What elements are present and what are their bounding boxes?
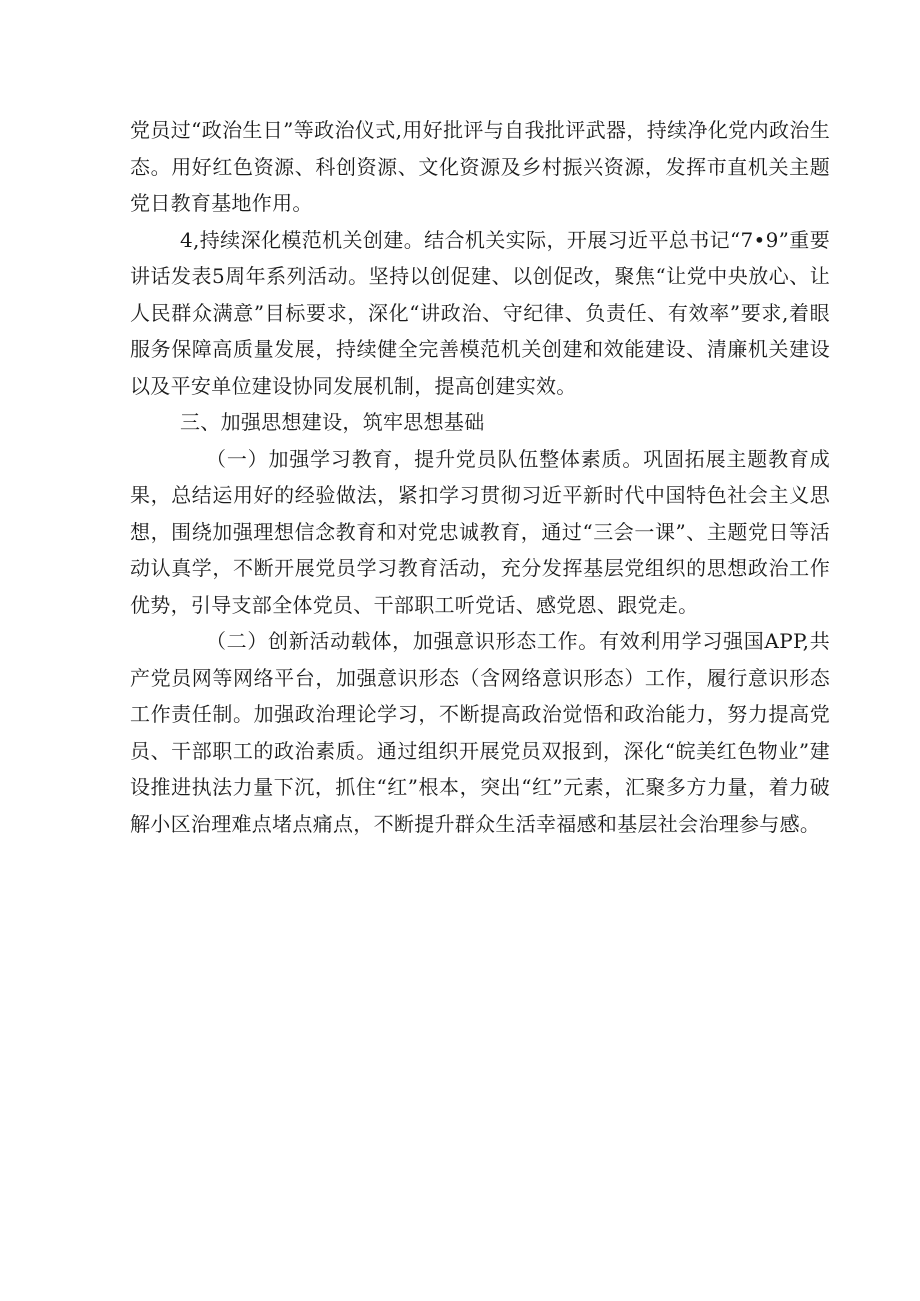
paragraph-continuation: 党员过“政治生日”等政治仪式,用好批评与自我批评武器，持续净化党内政治生态。用好红色资源、科创资源、文化资源及乡村振兴资源，发挥市直机关主题党日教育基地作用。 [130,118,830,215]
paragraph-model-organ: 4,持续深化模范机关创建。结合机关实际，开展习近平总书记“7•9”重要讲话发表5周年系列活动。坚持以创促建、以创促改，聚焦“让党中央放心、让人民群众满意”目标要求，深化“讲政治、守纪律、负责任、有效率”要求,着眼服务保障高质量发展，持续健全完善模范机关创建和效能建设、清廉机关建设以及平安单位建设协同发展机制，提高创建实效。 [130,227,830,398]
section-heading-ideology: 三、加强思想建设，筑牢思想基础 [180,410,485,434]
paragraph-study-education: （一）加强学习教育，提升党员队伍整体素质。巩固拓展主题教育成果，总结运用好的经验做法，紧扣学习贯彻习近平新时代中国特色社会主义思想，围绕加强理想信念教育和对党忠诚教育，通过“三会一课”、主题党日等活动认真学，不断开展党员学习教育活动，充分发挥基层党组织的思想政治工作优势，引导支部全体党员、干部职工听党话、感党恩、跟党走。 [130,446,830,617]
document-body [130,112,830,842]
paragraph-ideology-work: （二）创新活动载体，加强意识形态工作。有效利用学习强国APP,共产党员网等网络平台，加强意识形态（含网络意识形态）工作，履行意识形态工作责任制。加强政治理论学习，不断提高政治觉悟和政治能力，努力提高党员、干部职工的政治素质。通过组织开展党员双报到，深化“皖美红色物业”建设推进执法力量下沉，抓住“红”根本，突出“红”元素，汇聚多方力量，着力破解小区治理难点堵点痛点，不断提升群众生活幸福感和基层社会治理参与感。 [130,629,830,836]
